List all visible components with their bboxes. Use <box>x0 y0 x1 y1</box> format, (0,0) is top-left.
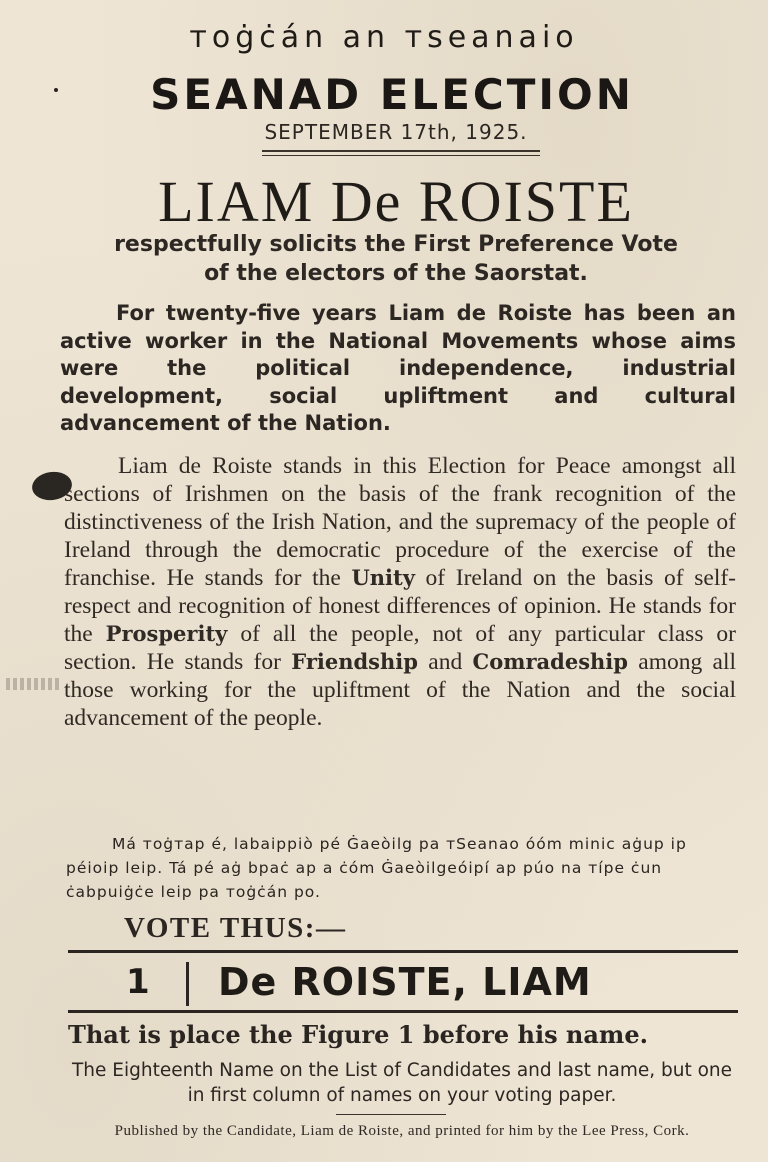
publisher-line: Published by the Candidate, Liam de Roiste, and printed for him by the Lee Press, Cork. <box>114 1123 690 1139</box>
solicit-text <box>12 230 768 288</box>
intro-paragraph: For twenty-five years Liam de Roiste has been an active worker in the National Movements whose aims were the political independence, industrial development, social upliftment and cultural advancement of the Nation. <box>60 301 736 435</box>
ballot-example <box>68 950 738 1014</box>
gaelic-title: ᴛoġċán an ᴛseanaio <box>189 20 579 55</box>
comradeship-emphasis: Comradeship <box>472 649 628 674</box>
friendship-emphasis: Friendship <box>291 649 418 674</box>
election-title: SEANAD ELECTION <box>150 70 634 119</box>
ballot-candidate-name: De ROISTE, LIAM <box>218 960 592 1004</box>
prosperity-emphasis: Prosperity <box>105 621 228 646</box>
unity-emphasis: Unity <box>351 565 415 590</box>
footer-rule <box>336 1114 446 1115</box>
election-date: SEPTEMBER 17th, 1925. <box>264 120 528 144</box>
vote-instruction: That is place the Figure 1 before his name. <box>68 1020 648 1049</box>
vote-heading: VOTE THUS:— <box>124 912 347 944</box>
solicit-line-2: of the electors of the Saorstat. <box>204 261 588 286</box>
solicit-line-1: respectfully solicits the First Preference Vote <box>114 232 678 257</box>
platform-paragraph: Liam de Roiste stands in this Election for Peace amongst all sections of Irishmen on the basis of the frank recognition of the distinctiveness of the Irish Nation, and the supremacy of the people of Ireland through the democratic procedure of the exercise of the franchise. He stands for the Unity of Ireland on the basis of self-respect and recognition of honest differences of opinion. He stands for the Prosperity of all the people, not of any particular class or section. He stands for Friendship and Comradeship among all those working for the upliftment of the Nation and the social advancement of the people. <box>64 453 737 731</box>
ballot-top-rule <box>68 950 738 953</box>
title-underline-thin <box>262 155 540 156</box>
pencil-mark <box>6 678 62 690</box>
list-position-note: The Eighteenth Name on the List of Candidates and last name, but one in first column of names on your voting paper. <box>71 1060 733 1106</box>
candidate-name: LIAM De ROISTE <box>158 169 634 234</box>
ballot-bottom-rule <box>68 1010 738 1013</box>
title-underline <box>262 150 540 152</box>
ballot-divider <box>186 962 189 1006</box>
preference-number: 1 <box>126 962 150 1002</box>
irish-paragraph: Má ᴛoġᴛap é, labaippiò pé Ġaeòilg pa ᴛSeanao óóm minic aġup ip péioip leip. Tá pé aġ bpaċ ap a ċóm Ġaeòilgeóipí ap púo na ᴛípe ċun ċabpuiġċe leip pa ᴛoġċán po. <box>66 835 687 901</box>
